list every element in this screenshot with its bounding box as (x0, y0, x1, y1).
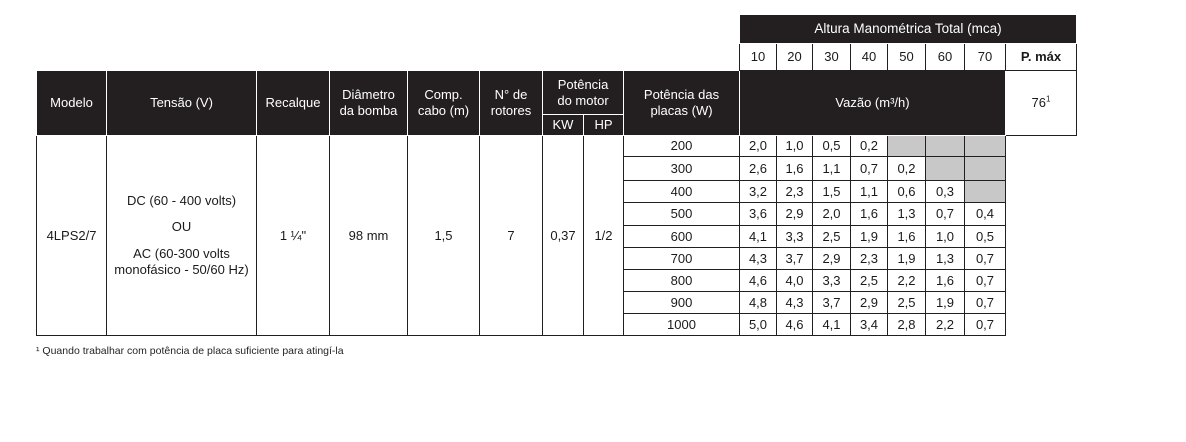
comp-cabo-header-line1: Comp. (424, 87, 463, 103)
potencia-placas-header-line2: placas (W) (650, 103, 713, 118)
placa-power-cell: 400 (624, 181, 740, 203)
pmax-spacer-cell (1006, 292, 1077, 314)
placa-power-cell: 800 (624, 270, 740, 292)
rotores-header-line1: N° de (494, 87, 528, 103)
diametro-header-line2: da bomba (339, 103, 398, 118)
placa-power-cell: 600 (624, 226, 740, 248)
tensao-header: Tensão (V) (107, 71, 257, 136)
table-row (37, 136, 1077, 157)
vazao-cell: 1,9 (926, 292, 965, 314)
vazao-cell: 0,2 (888, 157, 926, 181)
diametro-value: 98 mm (330, 136, 408, 336)
placa-power-cell: 300 (624, 157, 740, 181)
vazao-cell: 4,3 (740, 248, 777, 270)
pmax-header: P. máx (1006, 44, 1077, 71)
potencia-motor-header (543, 71, 624, 115)
altura-col-20: 20 (777, 44, 813, 71)
vazao-cell: 3,7 (813, 292, 851, 314)
vazao-cell: 2,9 (851, 292, 888, 314)
vazao-cell: 2,0 (740, 136, 777, 157)
vazao-cell: 0,7 (965, 270, 1006, 292)
not-applicable-cell (926, 157, 965, 181)
potencia-motor-header-line2: do motor (557, 92, 609, 108)
vazao-cell: 5,0 (740, 314, 777, 336)
vazao-cell: 1,3 (888, 203, 926, 226)
potencia-motor-header-line1: Potência (557, 76, 609, 92)
pmax-spacer-cell (1006, 314, 1077, 336)
vazao-cell: 3,4 (851, 314, 888, 336)
vazao-cell: 4,0 (777, 270, 813, 292)
vazao-cell: 1,0 (926, 226, 965, 248)
comp-cabo-value: 1,5 (408, 136, 480, 336)
pmax-spacer-cell (1006, 136, 1077, 157)
vazao-cell: 4,1 (740, 226, 777, 248)
comp-cabo-header-line2: cabo (m) (417, 103, 470, 118)
vazao-cell: 1,9 (888, 248, 926, 270)
vazao-cell: 3,3 (777, 226, 813, 248)
vazao-cell: 0,7 (851, 157, 888, 181)
vazao-cell: 2,2 (926, 314, 965, 336)
vazao-cell: 2,2 (888, 270, 926, 292)
altura-col-30: 30 (813, 44, 851, 71)
vazao-cell: 2,5 (851, 270, 888, 292)
pmax-spacer-cell (1006, 203, 1077, 226)
vazao-cell: 1,5 (813, 181, 851, 203)
placa-power-cell: 900 (624, 292, 740, 314)
tensao-dc: DC (60 - 400 volts) (126, 193, 237, 208)
vazao-cell: 0,3 (926, 181, 965, 203)
placa-power-cell: 1000 (624, 314, 740, 336)
vazao-cell: 3,3 (813, 270, 851, 292)
tensao-ac-line2: monofásico - 50/60 Hz) (114, 261, 249, 277)
modelo-value: 4LPS2/7 (37, 136, 107, 336)
pmax-spacer-cell (1006, 270, 1077, 292)
vazao-cell: 1,1 (851, 181, 888, 203)
vazao-cell: 0,5 (965, 226, 1006, 248)
vazao-cell: 3,2 (740, 181, 777, 203)
altura-col-60: 60 (926, 44, 965, 71)
vazao-cell: 1,6 (926, 270, 965, 292)
vazao-cell: 1,3 (926, 248, 965, 270)
vazao-cell: 3,6 (740, 203, 777, 226)
placa-power-cell: 200 (624, 136, 740, 157)
recalque-header: Recalque (257, 71, 330, 136)
altura-col-50: 50 (888, 44, 926, 71)
rotores-header-line2: rotores (490, 103, 532, 118)
vazao-cell: 1,0 (777, 136, 813, 157)
vazao-cell: 0,4 (965, 203, 1006, 226)
vazao-cell: 0,7 (965, 248, 1006, 270)
vazao-cell: 1,6 (851, 203, 888, 226)
rotores-header (480, 71, 543, 136)
vazao-cell: 0,7 (965, 314, 1006, 336)
vazao-cell: 3,7 (777, 248, 813, 270)
altura-col-10: 10 (740, 44, 777, 71)
vazao-cell: 0,5 (813, 136, 851, 157)
tensao-value (107, 136, 257, 336)
vazao-cell: 1,9 (851, 226, 888, 248)
vazao-cell: 4,8 (740, 292, 777, 314)
vazao-cell: 1,6 (888, 226, 926, 248)
potencia-placas-header-line1: Potência das (643, 87, 720, 103)
comp-cabo-header (408, 71, 480, 136)
diametro-header (330, 71, 408, 136)
not-applicable-cell (965, 136, 1006, 157)
tensao-ac-line1: AC (60-300 volts (133, 245, 230, 261)
vazao-cell: 1,1 (813, 157, 851, 181)
hp-value: 1/2 (584, 136, 624, 336)
pmax-spacer-cell (1006, 248, 1077, 270)
pump-spec-table (36, 14, 1077, 336)
vazao-cell: 2,9 (813, 248, 851, 270)
vazao-cell: 0,6 (888, 181, 926, 203)
recalque-value: 1 ¼" (257, 136, 330, 336)
vazao-cell: 2,6 (740, 157, 777, 181)
vazao-cell: 4,1 (813, 314, 851, 336)
pmax-spacer-cell (1006, 157, 1077, 181)
vazao-cell: 4,3 (777, 292, 813, 314)
vazao-cell: 2,3 (851, 248, 888, 270)
vazao-cell: 4,6 (740, 270, 777, 292)
altura-col-40: 40 (851, 44, 888, 71)
footnote: ¹ Quando trabalhar com potência de placa suficiente para atingí-la (36, 345, 344, 357)
altura-col-70: 70 (965, 44, 1006, 71)
modelo-header: Modelo (37, 71, 107, 136)
not-applicable-cell (965, 157, 1006, 181)
vazao-cell: 2,5 (813, 226, 851, 248)
pmax-footnote-mark: 1 (1046, 94, 1051, 104)
not-applicable-cell (926, 136, 965, 157)
placa-power-cell: 700 (624, 248, 740, 270)
hp-header: HP (584, 115, 624, 136)
vazao-cell: 2,3 (777, 181, 813, 203)
pmax-spacer-cell (1006, 181, 1077, 203)
kw-value: 0,37 (543, 136, 584, 336)
not-applicable-cell (888, 136, 926, 157)
potencia-placas-header (624, 71, 740, 136)
vazao-cell: 4,6 (777, 314, 813, 336)
altura-manometrica-header: Altura Manométrica Total (mca) (740, 15, 1077, 44)
vazao-cell: 2,5 (888, 292, 926, 314)
rotores-value: 7 (480, 136, 543, 336)
tensao-ou: OU (171, 219, 192, 235)
not-applicable-cell (965, 181, 1006, 203)
pmax-number: 76 (1031, 95, 1046, 111)
diametro-header-line1: Diâmetro (342, 87, 395, 103)
pmax-spacer-cell (1006, 226, 1077, 248)
vazao-cell: 2,9 (777, 203, 813, 226)
vazao-cell: 2,8 (888, 314, 926, 336)
kw-header: KW (543, 115, 584, 136)
vazao-cell: 2,0 (813, 203, 851, 226)
vazao-header: Vazão (m³/h) (740, 71, 1006, 136)
vazao-cell: 0,7 (965, 292, 1006, 314)
vazao-cell: 0,2 (851, 136, 888, 157)
vazao-cell: 0,7 (926, 203, 965, 226)
vazao-cell: 1,6 (777, 157, 813, 181)
placa-power-cell: 500 (624, 203, 740, 226)
pmax-value (1006, 71, 1077, 136)
